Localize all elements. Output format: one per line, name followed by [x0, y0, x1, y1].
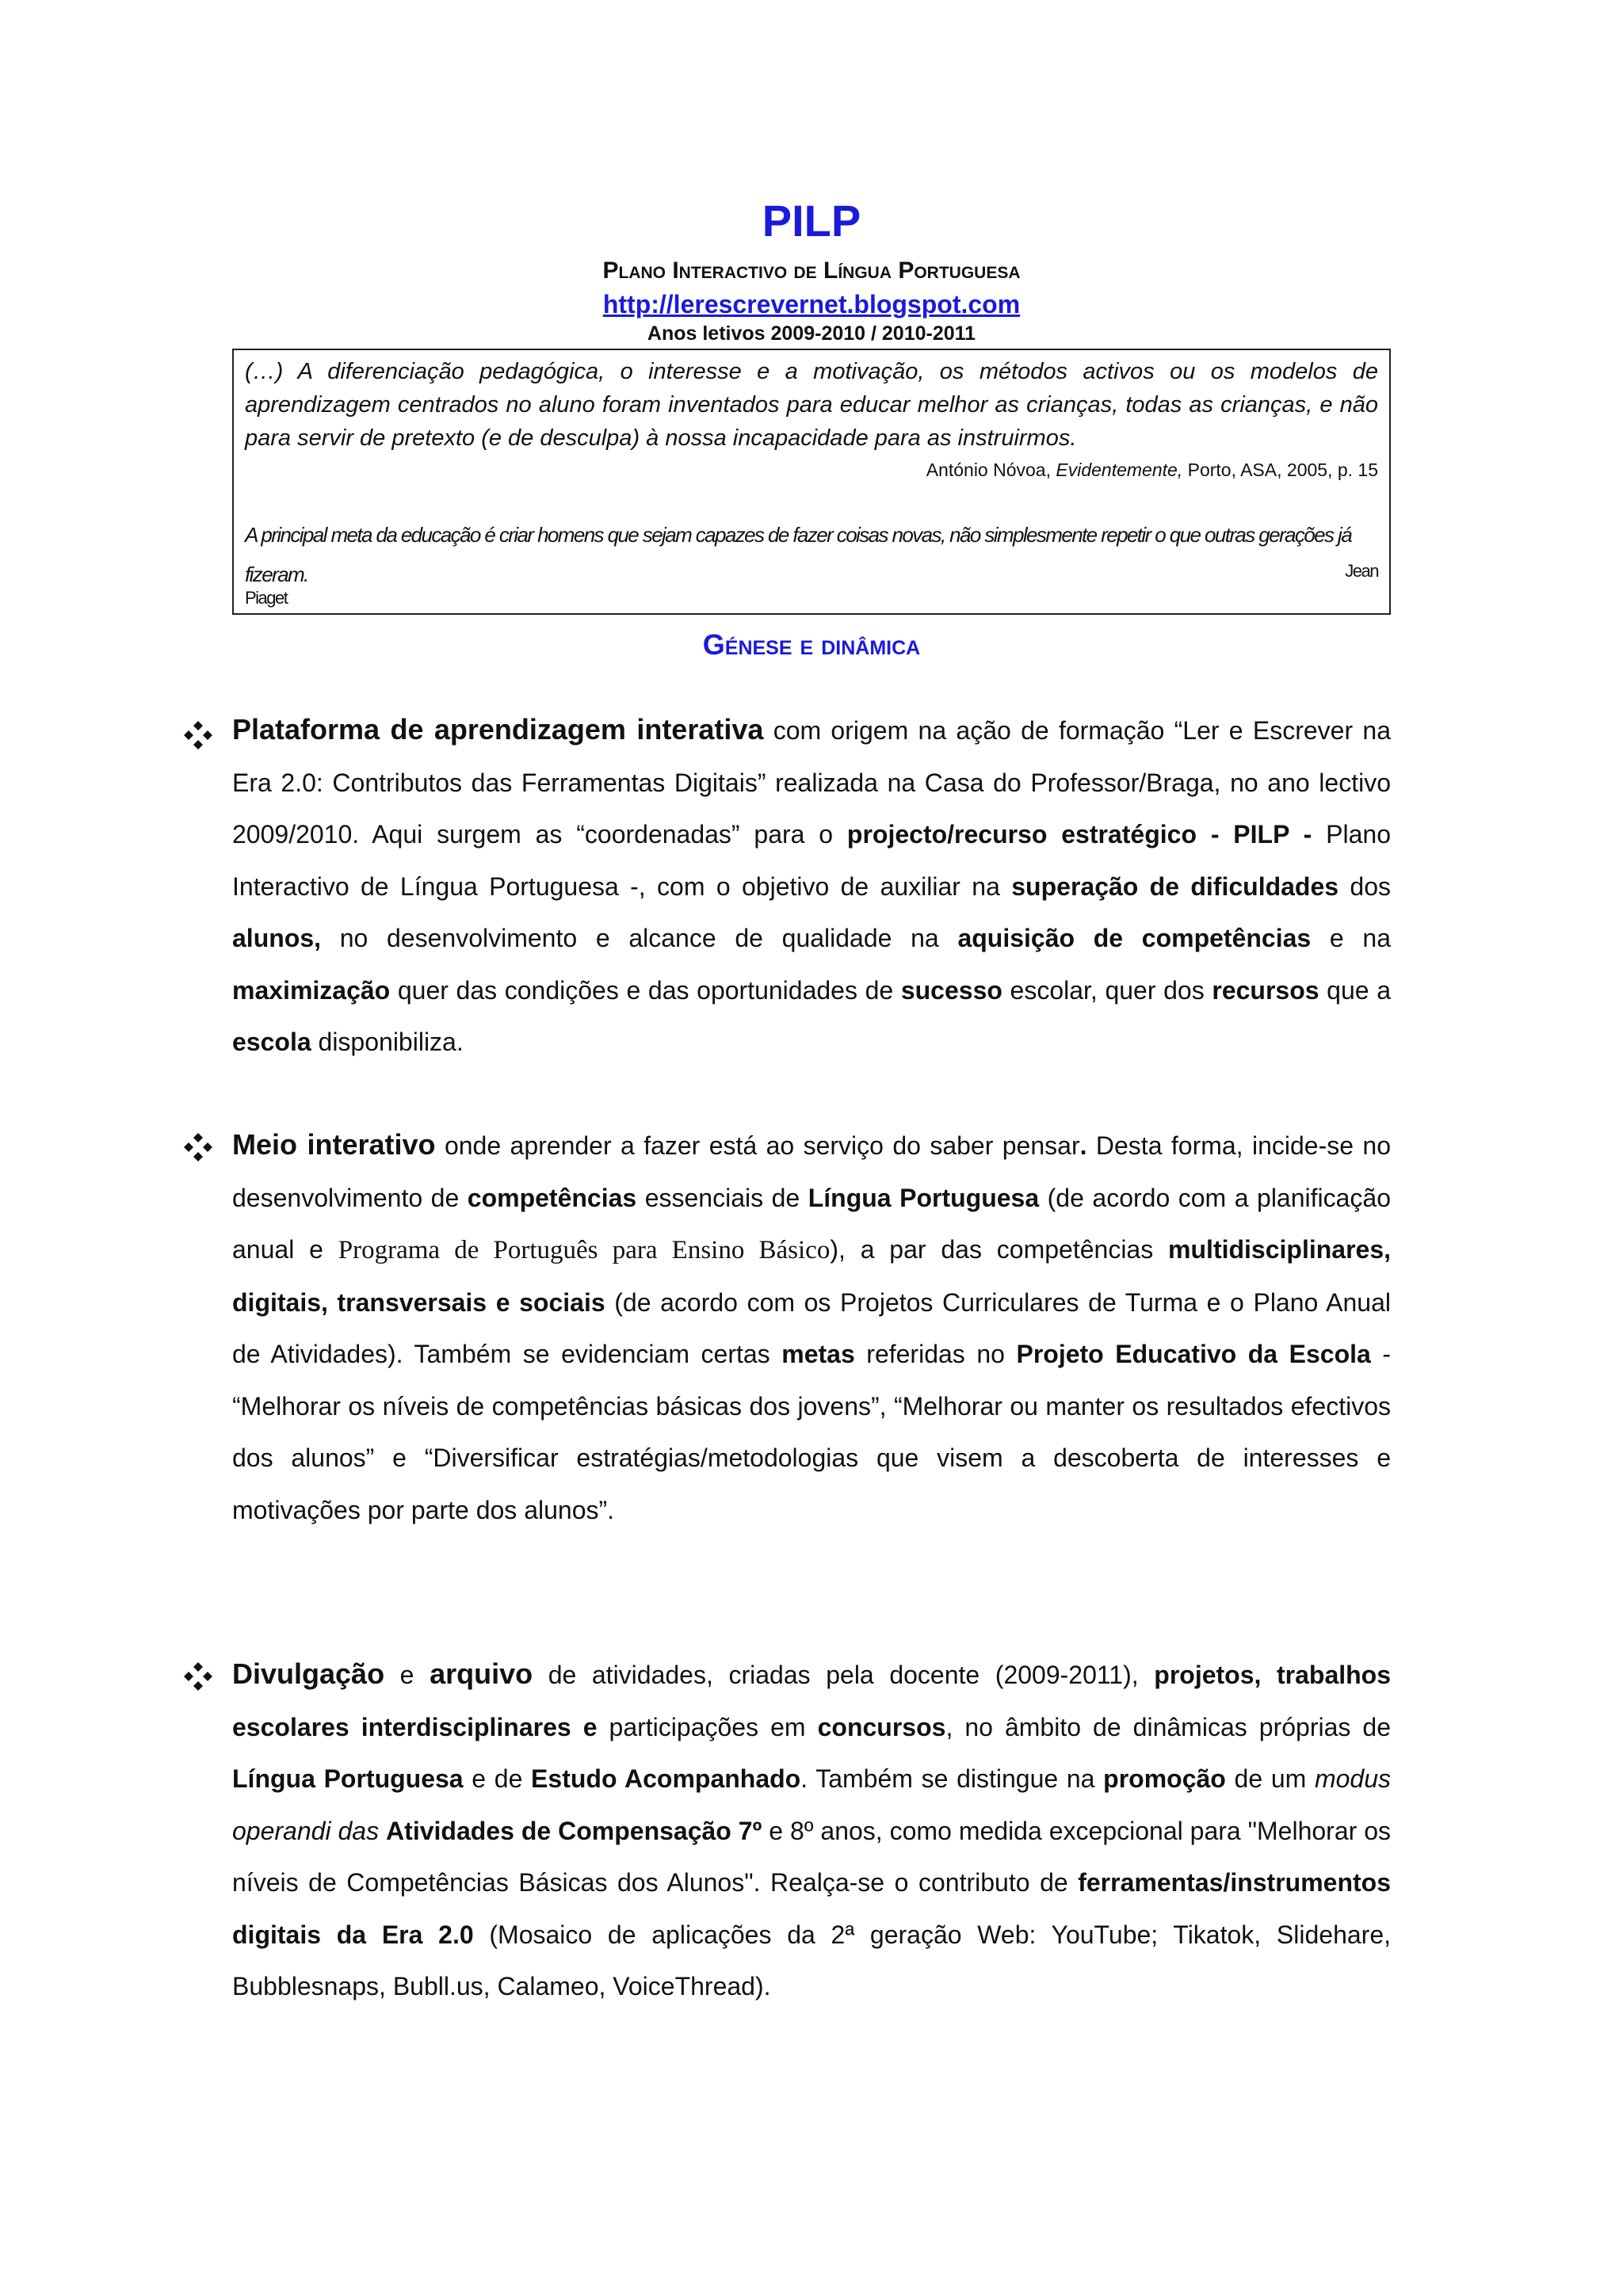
- section-title: Génese e dinâmica: [702, 628, 921, 661]
- quote-box: [232, 349, 1391, 615]
- diamond-bullet-icon: [181, 1130, 216, 1165]
- blog-url: [0, 288, 1623, 320]
- blog-link[interactable]: http://lerescrevernet.blogspot.com: [602, 290, 1021, 318]
- quote-novoa-author: António Nóvoa, Evidentemente, Porto, ASA, 2005, p. 15: [926, 460, 1378, 480]
- quote-piaget-author-first: Jean: [1345, 561, 1378, 581]
- quote-piaget-end: fizeram.: [245, 563, 308, 586]
- bullet-paragraph-interactive: Meio interativo onde aprender a fazer está ao serviço do saber pensar. Desta forma, incide-se no desenvolvimento de competências essenciais de Língua Portuguesa (de acordo com a planificação anual e Programa de Português para Ensino Básico), a par das competências multidisciplinares, digitais, transversais e sociais (de acordo com os Projetos Curriculares de Turma e o Plano Anual de Atividades). Também se evidenciam certas metas referidas no Projeto Educativo da Escola - “Melhorar os níveis de competências básicas dos jovens”, “Melhorar ou manter os resultados efectivos dos alunos” e “Diversificar estratégias/metodologias que visem a descoberta de interesses e motivações por parte dos alunos”.: [232, 1128, 1392, 1524]
- document-title: PILP: [762, 196, 861, 246]
- diamond-bullet-icon: [181, 1659, 216, 1694]
- bullet-paragraph-platform: Plataforma de aprendizagem interativa com origem na ação de formação “Ler e Escrever na Era 2.0: Contributos das Ferramentas Digitais” realizada na Casa do Professor/Braga, no ano lectivo 2009/2010. Aqui surgem as “coordenadas” para o projecto/recurso estratégico - PILP - Plano Interactivo de Língua Portuguesa -, com o objetivo de auxiliar na superação de dificuldades dos alunos, no desenvolvimento e alcance de qualidade na aquisição de competências e na maximização quer das condições e das oportunidades de sucesso escolar, quer dos recursos que a escola disponibiliza.: [232, 713, 1392, 1056]
- document-subtitle: Plano Interactivo de Língua Portuguesa: [602, 257, 1021, 284]
- diamond-bullet-icon: [181, 718, 216, 753]
- quote-piaget-author-last: Piaget: [245, 588, 288, 608]
- quote-novoa: (…) A diferenciação pedagógica, o interesse e a motivação, os métodos activos ou os modelos de aprendizagem centrados no aluno foram inventados para educar melhor as crianças, todas as crianças, e não para servir de pretexto (e de desculpa) à nossa incapacidade para as instruirmos.: [245, 359, 1378, 451]
- bullet-paragraph-dissemination: Divulgação e arquivo de atividades, criadas pela docente (2009-2011), projetos, trabalhos escolares interdisciplinares e participações em concursos, no âmbito de dinâmicas próprias de Língua Portuguesa e de Estudo Acompanhado. Também se distingue na promoção de um modus operandi das Atividades de Compensação 7º e 8º anos, como medida excepcional para "Melhorar os níveis de Competências Básicas dos Alunos". Realça-se o contributo de ferramentas/instrumentos digitais da Era 2.0 (Mosaico de aplicações da 2ª geração Web: YouTube; Tikatok, Slidehare, Bubblesnaps, Bubll.us, Calameo, VoiceThread).: [232, 1657, 1392, 2000]
- quote-piaget: A principal meta da educação é criar homens que sejam capazes de fazer coisas novas, não simplesmente repetir o que outras gerações já: [245, 523, 1352, 547]
- school-years: Anos letivos 2009-2010 / 2010-2011: [647, 322, 976, 345]
